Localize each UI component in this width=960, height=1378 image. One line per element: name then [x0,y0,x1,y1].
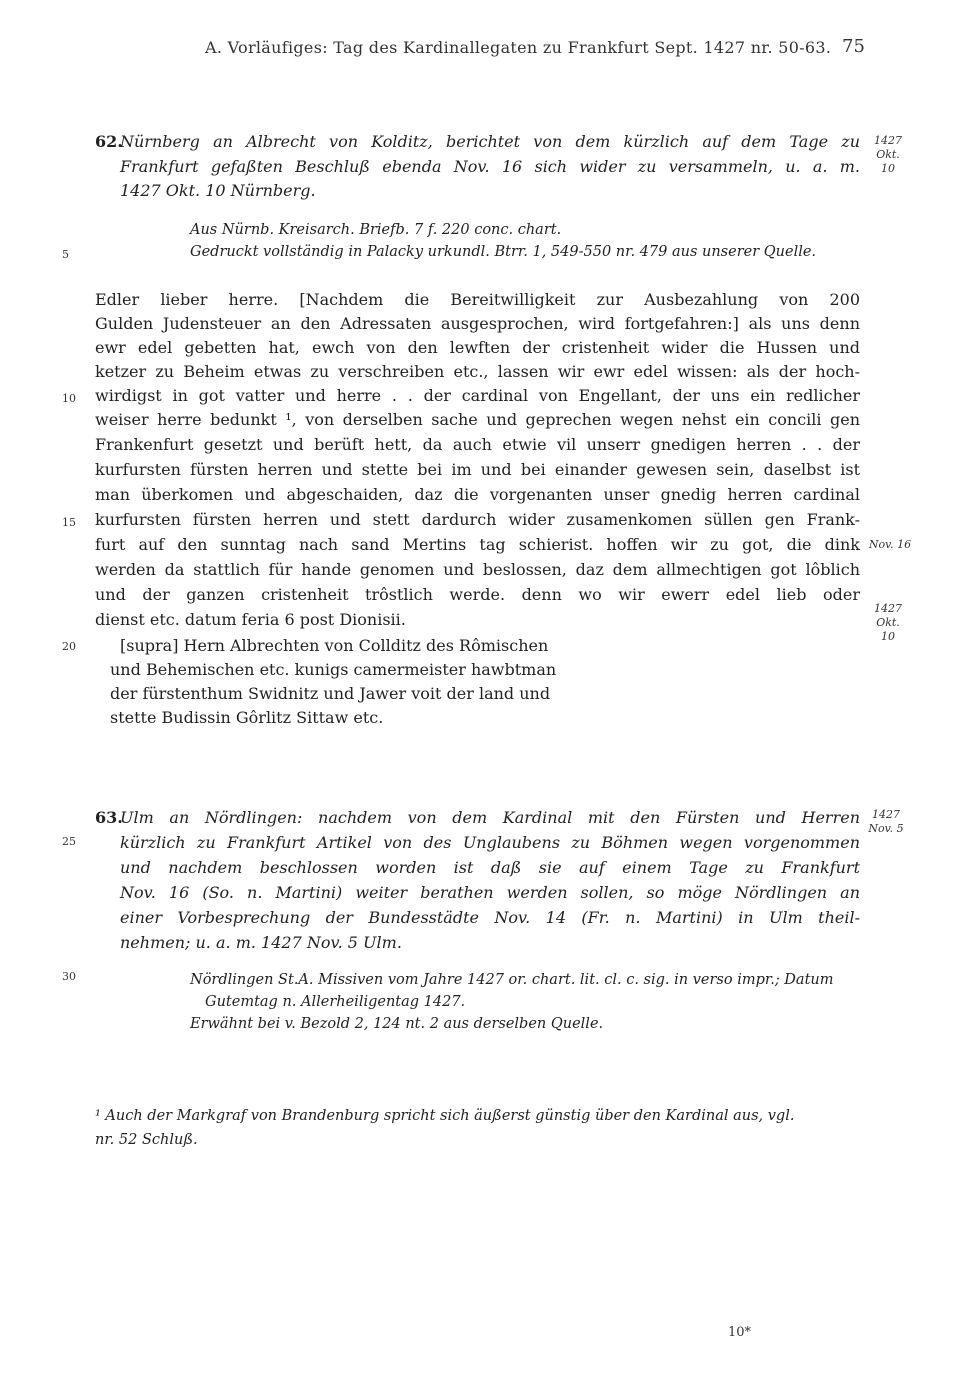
source-line: Erwähnt bei v. Bezold 2, 124 nt. 2 aus derselben Quelle. [190,1016,604,1032]
text-line: Frankenfurt gesetzt und berüft hett, da auch etwie vil unserr gnedigen herren . . der [95,435,860,454]
text-line: kurfursten fürsten herren und stette bei im und bei einander gewesen sein, daselbst ist [95,460,860,479]
text-line: furt auf den sunntag nach sand Mertins tag schierist. hoffen wir zu got, die dink [95,535,860,554]
text-line: kurfursten fürsten herren und stett dardurch wider zusamenkomen süllen gen Frank- [95,510,860,529]
source-line: Aus Nürnb. Kreisarch. Briefb. 7 f. 220 conc. chart. [190,222,562,238]
regest-line: einer Vorbesprechung der Bundesstädte Nov. 14 (Fr. n. Martini) in Ulm theil- [120,908,860,927]
page-number: 75 [842,36,865,57]
signature-mark: 10* [728,1325,752,1340]
regest-line: Ulm an Nördlingen: nachdem von dem Kardinal mit den Fürsten und Herren [120,808,860,827]
document-number: 63. [95,808,123,827]
margin-date: 1427 Okt. 10 [874,134,902,175]
text-line: dienst etc. datum feria 6 post Dionisii. [95,610,406,629]
margin-date: 1427 Okt. 10 [874,602,902,643]
address-line: stette Budissin Gôrlitz Sittaw etc. [110,708,384,727]
text-line: ewr edel gebetten hat, ewch von den lewften der cristenheit wider die Hussen und [95,338,860,357]
line-number: 5 [62,248,69,261]
regest-line: Frankfurt gefaßten Beschluß ebenda Nov. 16 sich wider zu versammeln, u. a. m. [120,157,860,176]
regest-line: kürzlich zu Frankfurt Artikel von des Unglaubens zu Böhmen wegen vorgenommen [120,833,860,852]
regest-line: Nürnberg an Albrecht von Kolditz, berichtet von dem kürzlich auf dem Tage zu [120,132,860,151]
text-line: werden da stattlich für hande genomen und beslossen, daz dem allmechtigen got lôblich [95,560,860,579]
line-number: 30 [62,970,76,983]
source-line: Gutemtag n. Allerheiligentag 1427. [205,994,466,1010]
line-number: 10 [62,392,76,405]
address-line: und Behemischen etc. kunigs camermeister hawbtman [110,660,557,679]
text-line: wirdigst in got vatter und herre . . der cardinal von Engellant, der uns ein redlicher [95,386,860,405]
source-line: Nördlingen St.A. Missiven vom Jahre 1427 or. chart. lit. cl. c. sig. in verso impr.; Datum [190,972,834,988]
text-line: man überkomen und abgeschaiden, daz die vorgenanten unser gnedig herren cardinal [95,485,860,504]
line-number: 15 [62,516,76,529]
text-line: und der ganzen cristenheit trôstlich werde. denn wo wir ewerr edel lieb oder [95,585,860,604]
address-line: der fürstenthum Swidnitz und Jawer voit der land und [110,684,551,703]
regest-line: nehmen; u. a. m. 1427 Nov. 5 Ulm. [120,933,402,952]
text-line: Gulden Judensteuer an den Adressaten ausgesprochen, wird fortgefahren:] als uns denn [95,314,860,333]
document-number: 62. [95,132,123,151]
footnote-line: nr. 52 Schluß. [95,1132,198,1148]
margin-date: Nov. 16 [868,538,912,551]
margin-date: 1427 Nov. 5 [868,808,904,835]
address-line: [supra] Hern Albrechten von Collditz des Rômischen [120,636,549,655]
line-number: 25 [62,835,76,848]
running-title: A. Vorläufiges: Tag des Kardinallegaten zu Frankfurt Sept. 1427 nr. 50-63. [205,38,832,57]
text-line: ketzer zu Beheim etwas zu verschreiben etc., lassen wir ewr edel wissen: als der hoch- [95,362,860,381]
text-line: Edler lieber herre. [Nachdem die Bereitwilligkeit zur Ausbezahlung von 200 [95,290,860,309]
line-number: 20 [62,640,76,653]
text-line: weiser herre bedunkt ¹, von derselben sache und geprechen wegen nehst ein concili gen [95,410,860,429]
regest-line: und nachdem beschlossen worden ist daß sie auf einem Tage zu Frankfurt [120,858,860,877]
footnote-line: ¹ Auch der Markgraf von Brandenburg spricht sich äußerst günstig über den Kardinal aus, vgl. [95,1108,795,1124]
source-line: Gedruckt vollständig in Palacky urkundl. Btrr. 1, 549-550 nr. 479 aus unserer Quelle. [190,244,817,260]
regest-line: Nov. 16 (So. n. Martini) weiter berathen werden sollen, so möge Nördlingen an [120,883,860,902]
regest-line: 1427 Okt. 10 Nürnberg. [120,181,316,200]
